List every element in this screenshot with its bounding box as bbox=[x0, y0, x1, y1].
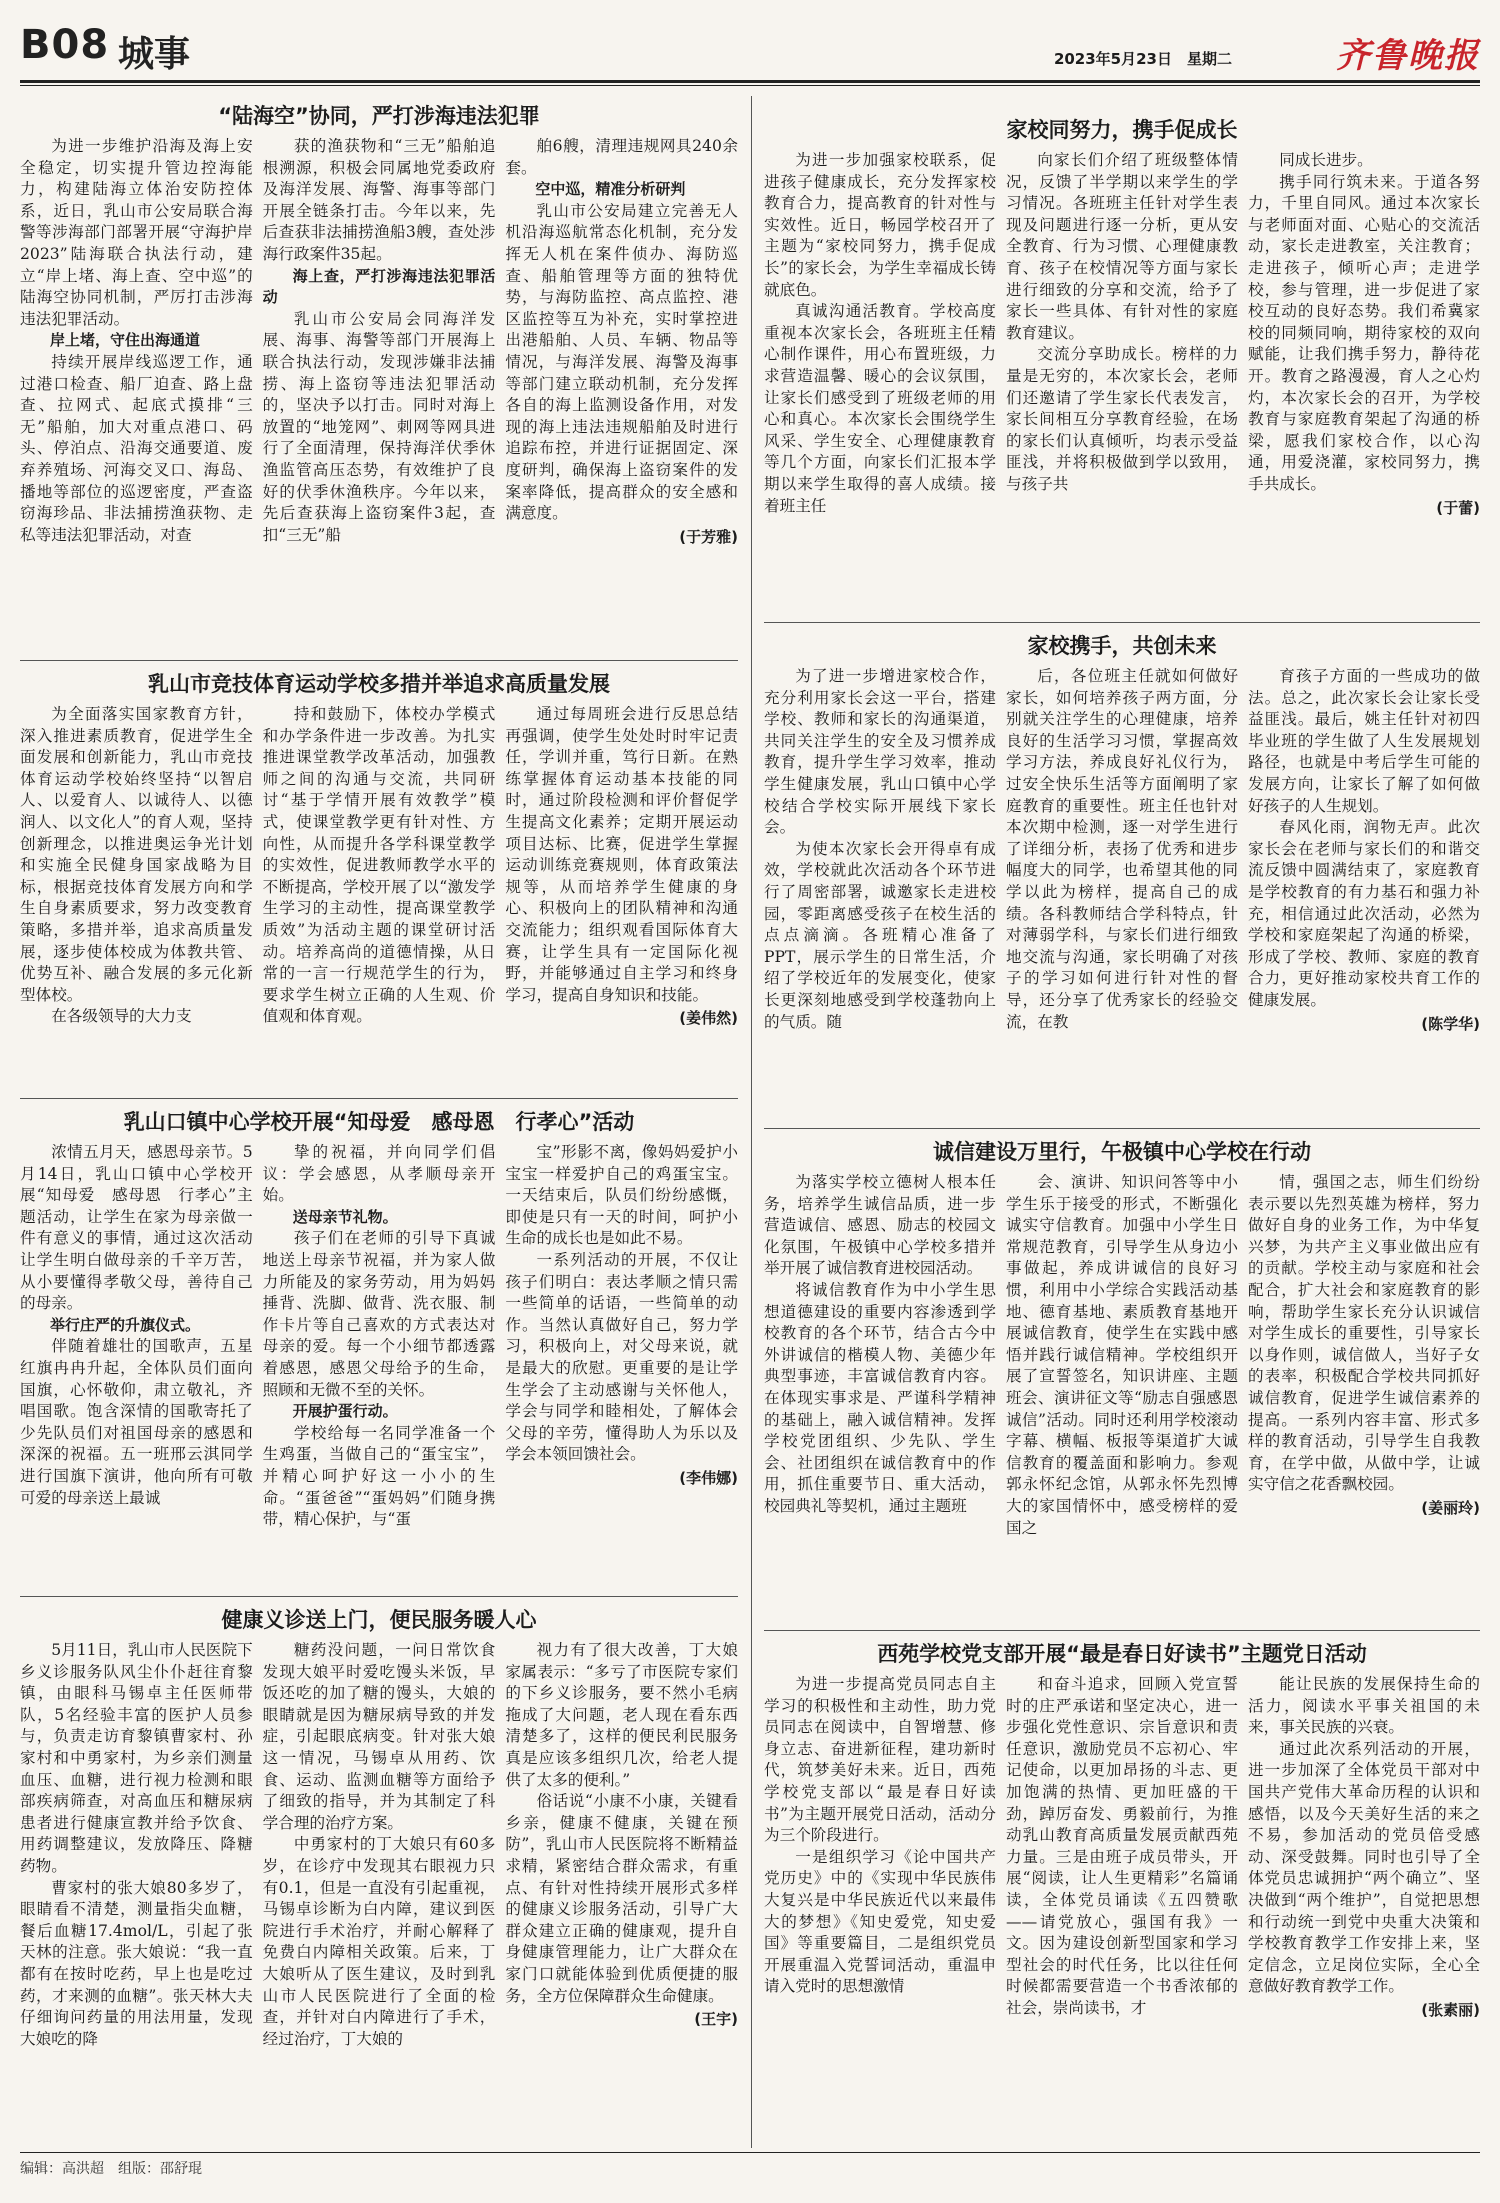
page-footer: 编辑：高洪超 组版：邵舒琨 bbox=[20, 2161, 202, 2177]
text-column bbox=[1248, 1674, 1480, 2146]
author-byline: (于芳雅) bbox=[679, 527, 739, 546]
paragraph: 俗话说“小康不小康，关键看乡亲，健康不健康，关键在预防”，乳山市人民医院将不断精益求精，紧密结合群众需求，有重点、有针对性持续开展形式多样的健康义诊服务活动，引导广大群众建立正确的健康观，提升自身健康管理能力，让广大群众在家门口就能体验到优质便捷的服务，全方位保障群众生命健康。 bbox=[505, 1792, 739, 2005]
paragraph: 视力有了很大改善，丁大娘家属表示：“多亏了市医院专家们的下乡义诊服务，要不然小毛病拖成了大问题，老人现在看东西清楚多了，这样的便民利民服务真是应该多组织几次，给老人提供了太多的便利。” bbox=[505, 1641, 739, 1789]
article-body bbox=[20, 1640, 738, 2146]
paragraph: 育孩子方面的一些成功的做法。总之，此次家长会让家长受益匪浅。最后，姚主任针对初四毕业班的学生做了人生发展规划路径，也就是中考后学生可能的发展方向，让家长了解了如何做好孩子的人生规划。 bbox=[1248, 667, 1480, 815]
column-divider bbox=[751, 96, 752, 2148]
text-column bbox=[1248, 150, 1480, 618]
paragraph: 乳山市公安局会同海洋发展、海事、海警等部门开展海上联合执法行动，发现涉嫌非法捕捞、海上盗窃等违法犯罪活动的，坚决予以打击。同时对海上放置的“地笼网”、刺网等网具进行了全面清理，保持海洋伏季休渔监管高压态势，有效维护了良好的伏季休渔秩序。今年以来，先后查获海上盗窃案件3起，查扣“三无”船 bbox=[262, 309, 496, 544]
paragraph: 5月11日，乳山市人民医院下乡义诊服务队风尘仆仆赶往育黎镇，由眼科马锡卓主任医师带队，5名经验丰富的医护人员参与，负责走访育黎镇曹家村、孙家村和中勇家村，为乡亲们测量血压、血糖，进行视力检测和眼部疾病筛查，对高血压和糖尿病患者进行健康宣教并给予饮食、用药调整建议，发放降压、降糖药物。 bbox=[20, 1641, 253, 1875]
text-column bbox=[1248, 1172, 1480, 1626]
text-column bbox=[263, 1142, 496, 1590]
paragraph: 宝”形影不离，像妈妈爱护小宝宝一样爱护自己的鸡蛋宝宝。一天结束后，队员们纷纷感慨，即使是只有一天的时间，呵护小生命的成长也是如此不易。 bbox=[505, 1143, 739, 1248]
author-byline: (李伟娜) bbox=[679, 1468, 739, 1487]
article-title: 乳山口镇中心学校开展“知母爱 感母恩 行孝心”活动 bbox=[123, 1110, 635, 1134]
paragraph: 糖药没问题，一问日常饮食发现大娘平时爱吃馒头米饭，早饭还吃的加了糖的馒头，大娘的眼睛就是因为糖尿病导致的并发症，引起眼底病变。针对张大娘这一情况，马锡卓从用药、饮食、运动、监测血糖等方面给予了细致的指导，并为其制定了科学合理的治疗方案。 bbox=[262, 1641, 496, 1832]
text-column bbox=[1006, 666, 1238, 1124]
page-header bbox=[20, 20, 1480, 80]
article bbox=[20, 96, 738, 656]
paragraph: 一系列活动的开展，不仅让孩子们明白：表达孝顺之情只需一些简单的话语，一些简单的动作。当然认真做好自己，努力学习，积极向上，对父母来说，就是最大的欣慰。更重要的是让学生学会了主动感谢与关怀他人，学会与同学和睦相处，了解体会父母的辛劳，懂得助人为乐以及学会本领回馈社会。 bbox=[505, 1250, 739, 1464]
paragraph: 孩子们在老师的引导下真诚地送上母亲节祝福，并为家人做力所能及的家务劳动，用为妈妈捶背、洗脚、做背、洗衣服、制作卡片等自己喜欢的方式表达对母亲的爱。每一个小细节都透露着感恩，感恩父母给予的生命，照顾和无微不至的关怀。 bbox=[262, 1229, 496, 1399]
author-byline: (陈学华) bbox=[1421, 1014, 1480, 1033]
paragraph: 为进一步加强家校联系，促进孩子健康成长，充分发挥家校教育合力，提高教育的针对性与实效性。近日，畅园学校召开了主题为“家校同努力，携手促成长”的家长会，为学生幸福成长铸就底色。 bbox=[764, 151, 996, 299]
paragraph: 交流分享助成长。榜样的力量是无穷的，本次家长会，老师们还邀请了学生家长代表发言，家长间相互分享教育经验，在场的家长们认真倾听，均表示受益匪浅，并将积极做到学以致用，与孩子共 bbox=[1006, 345, 1238, 493]
article-divider bbox=[764, 1630, 1480, 1631]
author-byline: (姜伟然) bbox=[679, 1009, 739, 1028]
article-divider bbox=[764, 622, 1480, 623]
text-column bbox=[505, 1142, 738, 1590]
paragraph: 为落实学校立德树人根本任务，培养学生诚信品质，进一步营造诚信、感恩、励志的校园文化氛围，午极镇中心学校多措并举开展了诚信教育进校园活动。 bbox=[764, 1173, 996, 1278]
article bbox=[764, 1132, 1480, 1628]
text-column bbox=[20, 136, 253, 654]
article-divider bbox=[20, 1098, 738, 1099]
text-column bbox=[1006, 1172, 1238, 1626]
paragraph: 曹家村的张大娘80多岁了，眼睛看不清楚，测量指尖血糖，餐后血糖17.4mol/L，引起了张天林的注意。张大娘说：“我一直都有在按时吃药，早上也是吃过药，才来测的血糖”。张天林大夫仔细询问药量的用法用量，发现大娘吃的降 bbox=[20, 1878, 253, 2048]
text-column bbox=[20, 1640, 253, 2146]
paragraph: 能让民族的发展保持生命的活力，阅读水平事关祖国的未来，事关民族的兴衰。 bbox=[1248, 1675, 1480, 1737]
paragraph: 携手同行筑未来。于道各努力，千里自同风。通过本次家长与老师面对面、心贴心的交流活动，家长走进教室，关注教育；走进孩子，倾听心声；走进学校，参与管理，进一步促进了家校互动的良好态势。我们希冀家校的同频同响，期待家校的双向赋能，让我们携手努力，静待花开。教育之路漫漫，育人之心灼灼，本次家长会的召开，为学校教育与家庭教育架起了沟通的桥梁，愿我们家校合作，以心沟通，用爱浇灌，家校同努力，携手共成长。 bbox=[1248, 172, 1480, 493]
paragraph: 乳山市公安局建立完善无人机沿海巡航常态化机制，充分发挥无人机在案件侦办、海防巡查、船舶管理等方面的独特优势，与海防监控、高点监控、港区监控等互为补充，实时掌控进出港船舶、人员、车辆、物品等情况，与海洋发展、海警及海事等部门建立联动机制，充分发挥各自的海上监测设备作用，对发现的海上违法违规船舶及时进行追踪布控，并进行证据固定、深度研判，确保海上盗窃案件的发案率降低，提高群众的安全感和满意度。 bbox=[505, 201, 739, 523]
paragraph: 情，强国之志，师生们纷纷表示要以先烈英雄为榜样，努力做好自身的业务工作，为中华复兴梦，为共产主义事业做出应有的贡献。学校主动与家庭和社会配合，扩大社会和家庭教育的影响，帮助学生家长充分认识诚信对学生成长的重要性，引导家长以身作则，诚信做人，当好子女的表率，积极配合学校共同抓好诚信教育，促进学生诚信素养的提高。一系列内容丰富、形式多样的教育活动，引导学生自我教育，在学中做，从做中学，让诚实守信之花香飘校园。 bbox=[1248, 1173, 1480, 1494]
paragraph: 向家长们介绍了班级整体情况，反馈了半学期以来学生的学习情况。各班班主任针对学生表现及问题进行逐一分析，更从安全教育、行为习惯、心理健康教育、孩子在校情况等方面与家长进行细致的分享和交流，给予了家长一些具体、有针对性的家庭教育建议。 bbox=[1006, 151, 1238, 342]
subheading: 空中巡，精准分析研判 bbox=[535, 180, 686, 199]
article bbox=[20, 1102, 738, 1592]
header-rule-thin bbox=[20, 85, 1480, 86]
subheading: 举行庄严的升旗仪式。 bbox=[50, 1315, 201, 1334]
subheading: 开展护蛋行动。 bbox=[292, 1402, 398, 1421]
article-title: 健康义诊送上门，便民服务暖人心 bbox=[221, 1608, 537, 1632]
paragraph: 在各级领导的大力支 bbox=[51, 1007, 192, 1026]
text-column bbox=[20, 704, 253, 1092]
paragraph: 春风化雨，润物无声。此次家长会在老师与家长们的和谐交流反馈中圆满结束了，家庭教育是学校教育的有力基石和强力补充，相信通过此次活动，必然为学校和家庭架起了沟通的桥梁，形成了学校、教师、家庭的教育合力，更好推动家校共育工作的健康发展。 bbox=[1248, 818, 1480, 1009]
paragraph: 为进一步维护沿海及海上安全稳定，切实提升管边控海能力，构建陆海立体治安防控体系，近日，乳山市公安局联合海警等涉海部门部署开展“守海护岸2023”陆海联合执法行动，建立“岸上堵、海上查、空中巡”的陆海空协同机制，严厉打击涉海违法犯罪活动。 bbox=[20, 137, 253, 328]
subheading: 送母亲节礼物。 bbox=[292, 1207, 398, 1226]
text-column bbox=[505, 136, 738, 654]
article-divider bbox=[20, 660, 738, 661]
article-title: “陆海空”协同，严打涉海违法犯罪 bbox=[218, 104, 540, 128]
header-rule bbox=[20, 80, 1480, 83]
paragraph: 为了进一步增进家校合作，充分利用家长会这一平台，搭建学校、教师和家长的沟通渠道，共同关注学生的安全及习惯养成教育，提升学生学习效率，推动学生健康发展，乳山口镇中心学校结合学校实际开展线下家长会。 bbox=[764, 667, 996, 837]
paragraph: 学校给每一名同学准备一个生鸡蛋，当做自己的“蛋宝宝”，并精心呵护好这一小小的生命。“蛋爸爸”“蛋妈妈”们随身携带，精心保护，与“蛋 bbox=[262, 1423, 496, 1529]
author-byline: (于蕾) bbox=[1436, 498, 1480, 517]
article-body bbox=[20, 1142, 738, 1590]
article bbox=[764, 1634, 1480, 2148]
issue-weekday: 星期二 bbox=[1186, 50, 1232, 68]
section-name: 城事 bbox=[118, 34, 191, 75]
author-byline: (姜丽玲) bbox=[1421, 1498, 1480, 1517]
paragraph: 同成长进步。 bbox=[1279, 151, 1373, 169]
paragraph: 为进一步提高党员同志自主学习的积极性和主动性，助力党员同志在阅读中，自智增慧、修身立志、奋进新征程，建功新时代，筑梦美好未来。近日，西苑学校党支部以“最是春日好读书”为主题开展党日活动，活动分为三个阶段进行。 bbox=[764, 1675, 996, 1845]
footer-rule bbox=[20, 2152, 1480, 2153]
text-column bbox=[263, 136, 496, 654]
paragraph: 中勇家村的丁大娘只有60多岁，在诊疗中发现其右眼视力只有0.1，但是一直没有引起重视，马锡卓诊断为白内障，建议到医院进行手术治疗，并耐心解释了免费白内障相关政策。后来，丁大娘听从了医生建议，及时到乳山市人民医院进行了全面的检查，并针对白内障进行了手术，经过治疗，丁大娘的 bbox=[262, 1835, 496, 2048]
article-title: 家校同努力，携手促成长 bbox=[1006, 118, 1238, 142]
subheading: 海上查，严打涉海违法犯罪活动 bbox=[262, 266, 496, 307]
text-column bbox=[764, 150, 996, 618]
text-column bbox=[20, 1142, 253, 1590]
issue-date: 2023年5月23日 bbox=[1053, 50, 1172, 68]
paragraph: 挚的祝福，并向同学们倡议：学会感恩，从孝顺母亲开始。 bbox=[262, 1143, 496, 1205]
text-column bbox=[505, 704, 738, 1092]
paragraph: 持和鼓励下，体校办学模式和办学条件进一步改善。为扎实推进课堂教学改革活动，加强教师之间的沟通与交流，共同研讨“基于学情开展有效教学”模式，使课堂教学更有针对性、方向性，从而提升各学科课堂教学的实效性，促进教师教学水平的不断提高，学校开展了以“激发学生学习的主动性，提高课堂教学质效”为活动主题的课堂研讨活动。培养高尚的道德情操，从日常的一言一行规范学生的行为，要求学生树立正确的人生观、价值观和体育观。 bbox=[262, 705, 496, 1026]
paragraph: 通过每周班会进行反思总结再强调，使学生处处时时牢记责任，学训并重，笃行日新。在熟练掌握体育运动基本技能的同时，通过阶段检测和评价督促学生提高文化素养；定期开展运动项目达标、比赛，促进学生掌握运动训练竞赛规则，体育政策法规等，从而培养学生健康的身心、积极向上的团队精神和沟通交流能力；组织观看国际体育大赛，让学生具有一定国际化视野，并能够通过自主学习和终身学习，提高自身知识和技能。 bbox=[505, 705, 739, 1004]
paragraph: 将诚信教育作为中小学生思想道德建设的重要内容渗透到学校教育的各个环节，结合古今中外讲诚信的楷模人物、美德少年典型事迹，丰富诚信教育内容。在体现实事求是、严谨科学精神的基础上，融入诚信精神。发挥学校党团组织、少先队、学生会、社团组织在诚信教育中的作用，抓住重要节日、重大活动，校园典礼等契机，通过主题班 bbox=[764, 1280, 996, 1515]
author-byline: (王宇) bbox=[694, 2010, 739, 2029]
text-column bbox=[764, 1674, 996, 2146]
paragraph: 一是组织学习《论中国共产党历史》中的《实现中华民族伟大复兴是中华民族近代以来最伟大的梦想》《知史爱党，知史爱国》等重要篇目，二是组织党员开展重温入党誓词活动，重温申请入党时的思想激情 bbox=[764, 1847, 996, 1996]
newspaper-logo: 齐鲁晚报 bbox=[1336, 36, 1480, 76]
text-column bbox=[263, 704, 496, 1092]
article-body bbox=[764, 1172, 1480, 1626]
page-number: B08 bbox=[20, 22, 110, 68]
article bbox=[764, 626, 1480, 1126]
article-body bbox=[764, 150, 1480, 618]
article-divider bbox=[20, 1596, 738, 1597]
text-column bbox=[1006, 150, 1238, 618]
article-title: 乳山市竞技体育运动学校多措并举追求高质量发展 bbox=[148, 672, 610, 696]
paragraph: 为全面落实国家教育方针，深入推进素质教育，促进学生全面发展和创新能力，乳山市竞技体育运动学校始终坚持“以智启人、以爱育人、以诚待人、以德润人、以文化人”的育人观，坚持创新理念，以推进奥运争光计划和实施全民健身国家战略为目标，根据竞技体育发展方向和学生自身素质要求，努力改变教育策略，多措并举，追求高质量发展，逐步使体校成为体教共管、优势互补、融合发展的多元化新型体校。 bbox=[20, 705, 253, 1004]
article bbox=[20, 1600, 738, 2148]
paragraph: 舶6艘，清理违规网具240余套。 bbox=[505, 137, 739, 177]
article-body bbox=[764, 666, 1480, 1124]
text-column bbox=[1248, 666, 1480, 1124]
paragraph: 浓情五月天，感恩母亲节。5月14日，乳山口镇中心学校开展“知母爱 感母恩 行孝心”主题活动，让学生在家为母亲做一件有意义的事情，通过这次活动让学生明白做母亲的千辛万苦，从小要懂得孝敬父母，善待自己的母亲。 bbox=[20, 1143, 253, 1313]
text-column bbox=[263, 1640, 496, 2146]
article-title: 家校携手，共创未来 bbox=[1027, 634, 1217, 658]
text-column bbox=[1006, 1674, 1238, 2146]
paragraph: 通过此次系列活动的开展，进一步加深了全体党员干部对中国共产党伟大革命历程的认识和感悟，以及今天美好生活的来之不易，参加活动的党员倍受感动、深受鼓舞。同时也引导了全体党员忠诚拥护“两个确立”、坚决做到“两个维护”，自觉把思想和行动统一到党中央重大决策和学校教育教学工作安排上来，坚定信念，立足岗位实际，全心全意做好教育教学工作。 bbox=[1248, 1739, 1480, 1996]
article-divider bbox=[764, 1128, 1480, 1129]
article-title: 西苑学校党支部开展“最是春日好读书”主题党日活动 bbox=[877, 1642, 1367, 1666]
subheading: 岸上堵，守住出海通道 bbox=[50, 331, 201, 350]
paragraph: 获的渔获物和“三无”船舶追根溯源，积极会同属地党委政府及海洋发展、海警、海事等部门开展全链条打击。今年以来，先后查获非法捕捞渔船3艘，查处涉海行政案件35起。 bbox=[262, 137, 496, 263]
paragraph: 为使本次家长会开得卓有成效，学校就此次活动各个环节进行了周密部署，诚邀家长走进校园，零距离感受孩子在校生活的点点滴滴。各班精心准备了PPT，展示学生的日常生活，介绍了学校近年的发展变化，使家长更深刻地感受到学校蓬勃向上的气质。随 bbox=[764, 839, 996, 1031]
text-column bbox=[764, 1172, 996, 1626]
article-title: 诚信建设万里行，午极镇中心学校在行动 bbox=[933, 1140, 1311, 1164]
article bbox=[764, 110, 1480, 620]
author-byline: (张素丽) bbox=[1421, 2000, 1480, 2019]
text-column bbox=[505, 1640, 738, 2146]
paragraph: 后，各位班主任就如何做好家长，如何培养孩子两方面，分别就关注学生的心理健康，培养良好的生活学习习惯，掌握高效学习方法，养成良好礼仪行为，过安全快乐生活等方面阐明了家庭教育的重要性。班主任也针对本次期中检测，逐一对学生进行了详细分析，表扬了优秀和进步幅度大的同学，也希望其他的同学以此为榜样，提高自己的成绩。各科教师结合学科特点，针对薄弱学科，与家长们进行细致地交流与沟通，家长明确了对孩子的学习如何进行针对性的督导，还分享了优秀家长的经验交流，在教 bbox=[1006, 667, 1238, 1031]
paragraph: 真诚沟通活教育。学校高度重视本次家长会，各班班主任精心制作课件，用心布置班级，力求营造温馨、暖心的会议氛围，让家长们感受到了班级老师的用心和真心。本次家长会围绕学生风采、学生安全、心理健康教育等几个方面，向家长们汇报本学期以来学生取得的喜人成绩。接着班主任 bbox=[764, 302, 996, 515]
paragraph: 伴随着雄壮的国歌声，五星红旗冉冉升起，全体队员们面向国旗，心怀敬仰，肃立敬礼，齐唱国歌。饱含深情的国歌寄托了少先队员们对祖国母亲的感恩和深深的祝福。五一班邢云淇同学进行国旗下演讲，他向所有可敬可爱的母亲送上最诚 bbox=[20, 1337, 253, 1507]
paragraph: 持续开展岸线巡逻工作，通过港口检查、船厂迫查、路上盘查、拉网式、起底式摸排“三无”船舶，加大对重点港口、码头、停泊点、沿海交通要道、废弃养殖场、河海交叉口、海岛、播地等部位的巡逻密度，严查盗窃海珍品、非法捕捞渔获物、走私等违法犯罪活动，对查 bbox=[20, 352, 253, 544]
paragraph: 会、演讲、知识问答等中小学生乐于接受的形式，不断强化诚实守信教育。加强中小学生日常规范教育，引导学生从身边小事做起，养成讲诚信的良好习惯，利用中小学综合实践活动基地、德育基地、素质教育基地开展诚信教育，使学生在实践中感悟并践行诚信精神。学校组织开展了宣誓签名，知识讲座、主题班会、演讲征文等“励志自强感恩诚信”活动。同时还利用学校滚动字幕、横幅、板报等渠道扩大诚信教育的覆盖面和影响力。参观郭永怀纪念馆，从郭永怀先烈博大的家国情怀中，感受榜样的爱国之 bbox=[1006, 1173, 1238, 1537]
article-body bbox=[20, 704, 738, 1092]
article bbox=[20, 664, 738, 1094]
paragraph: 和奋斗追求，回顾入党宣誓时的庄严承诺和坚定决心，进一步强化党性意识、宗旨意识和责任意识，激励党员不忘初心、牢记使命，以更加昂扬的斗志、更加饱满的热情、更加旺盛的干劲，踔厉奋发、勇毅前行，为推动乳山教育高质量发展贡献西苑力量。三是由班子成员带头，开展“阅读，让人生更精彩”名篇诵读，全体党员诵读《五四赞歌——请党放心，强国有我》一文。因为建设创新型国家和学习型社会的时代任务，比以往任何时候都需要营造一个书香浓郁的社会，崇尚读书，才 bbox=[1006, 1675, 1238, 2017]
article-body bbox=[20, 136, 738, 654]
article-body bbox=[764, 1674, 1480, 2146]
text-column bbox=[764, 666, 996, 1124]
